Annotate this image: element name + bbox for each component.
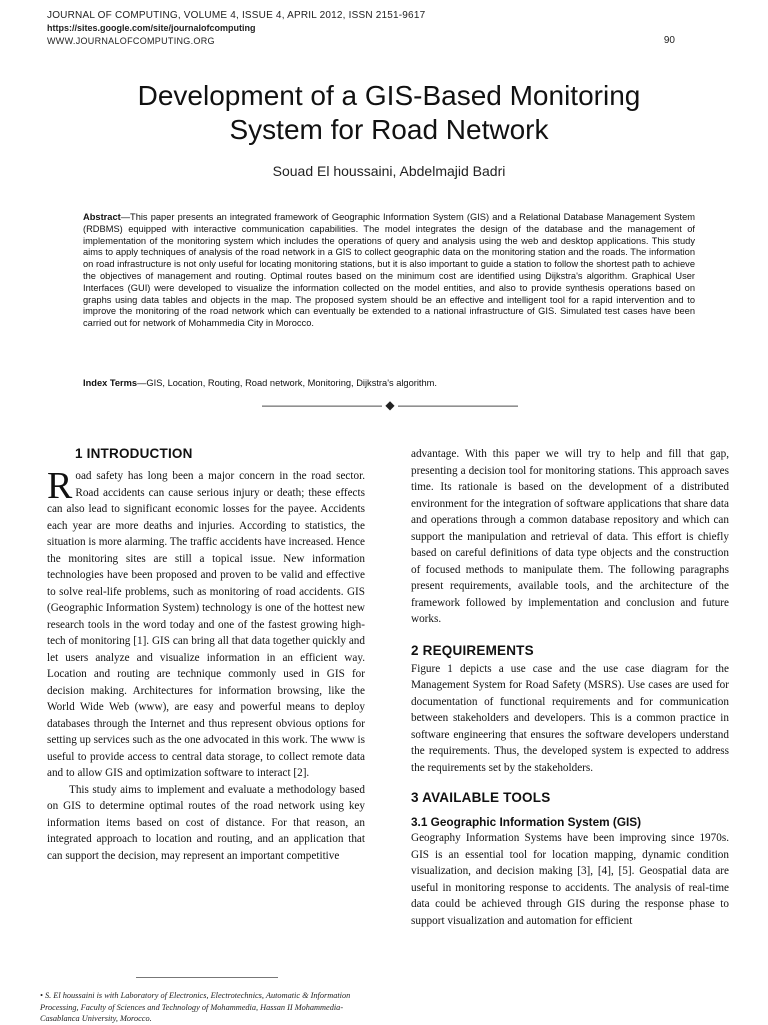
heading-requirements: 2 REQUIREMENTS xyxy=(411,642,534,658)
journal-website: WWW.JOURNALOFCOMPUTING.ORG xyxy=(47,36,215,46)
title-line-2: System for Road Network xyxy=(229,114,549,145)
index-terms xyxy=(83,378,695,388)
intro-paragraph-1-text: oad safety has long been a major concern in the road sector. Road accidents can cause serious injury or death; these effects can also lead to significant economic losses for the payee. Accidents each year are more deaths and injuries. According to statistics, the situation is more alarming. The traffic accidents have increased. Hence the monitoring sites are still a topical issue. New information technologies have been proposed and proven to be valid and effective to solve real-life problems, such as monitoring of road accidents. GIS (Geographic Information System) technology is one of the hottest new research tools in the word today and one of the fastest growing high-tech of monitoring [1]. GIS can bring all that data together quickly and let users analyze and visualize information in an efficient way. Location and routing are technique commonly used in GIS for decision making. Architectures for information browsing, like the World Wide Web (www), are easy and powerful means to deploy databases through the Internet and thus represent obvious options for setting up services such as the one advocated in this work. The www is useful to provide access to central data storage, to collect remote data and to allow GIS and optimization software to interact [2]. xyxy=(47,470,365,779)
index-terms-text: —GIS, Location, Routing, Road network, Monitoring, Dijkstra's algorithm. xyxy=(137,378,438,388)
section-divider: —————————— ◆ —————————— xyxy=(262,398,518,412)
authors: Souad El houssaini, Abdelmajid Badri xyxy=(272,163,506,179)
footnote-rule xyxy=(136,977,278,978)
right-column xyxy=(411,446,729,929)
journal-url: https://sites.google.com/site/journalofcomputing xyxy=(47,23,256,33)
heading-introduction: 1 INTRODUCTION xyxy=(75,446,193,461)
left-column xyxy=(47,446,365,864)
intro-paragraph-2: This study aims to implement and evaluate a methodology based on GIS to determine optimal routes of the road network using key information items based on cost of distance. For that reason, an integrated approach to location and routing, and an application that can support the decision, may represent an important competitive xyxy=(47,783,365,862)
abstract-label: Abstract xyxy=(83,212,121,222)
drop-cap: R xyxy=(47,465,73,507)
page-number: 90 xyxy=(663,35,675,46)
index-terms-label: Index Terms xyxy=(83,378,138,388)
journal-header: JOURNAL OF COMPUTING, VOLUME 4, ISSUE 4, APRIL 2012, ISSN 2151-9617 xyxy=(47,10,426,21)
paper-title xyxy=(60,79,718,147)
heading-gis: 3.1 Geographic Information System (GIS) xyxy=(411,815,642,829)
title-line-1: Development of a GIS-Based Monitoring xyxy=(137,80,641,111)
heading-available-tools: 3 AVAILABLE TOOLS xyxy=(411,790,551,805)
author-footnote: • S. El houssaini is with Laboratory of Electronics, Electrotechnics, Automatic & Information Processing, Faculty of Sciences and Technology of Mohammedia, Hassan II Mohammedia- Casablanca University, Morocco. xyxy=(40,991,351,1023)
abstract-text: —This paper presents an integrated framework of Geographic Information System (GIS) and a Relational Database Management System (RDBMS) equipped with interactive communication capabilities. The model integrates the design of the database and the management of implementation of the monitoring system which includes the operations of query and analysis using the web and desktop applications. This study aims to apply techniques of analysis of the road network in a GIS to collect geographic data on the monitoring station and the roads. The information on road infrastructure is not only useful for locating monitoring stations, but it is also important to guide a station to follow the shortest path to achieve the objectives of management and routing. Optimal routes based on the minimum cost are identified using Dijkstra's algorithm. Graphical User Interfaces (GUI) were developed to visualize the information collected on the model entities, and also to provide synthesis operations based on graphs using data tables and objects in the map. The proposed system should be an effective and intelligent tool for a rapid intervention and to improve the monitoring of the road network which can eventually be extended to a national infrastructure of GIS. Simulated test cases have been carried out for network of Mohammedia City in Morocco. xyxy=(83,212,695,329)
intro-paragraph-1 xyxy=(47,465,365,782)
abstract xyxy=(83,212,695,330)
requirements-paragraph: Figure 1 depicts a use case and the use case diagram for the Management System for Road Safety (MSRS). Use cases are used for documentation of functional requirements and for communication between stakeholders and developers. This is a common practice in software engineering that ensures the software developers understand the requirements. Thus, the developed system is expected to address the requirements set by the stakeholders. xyxy=(411,662,729,774)
intro-paragraph-2-continued: advantage. With this paper we will try to help and fill that gap, presenting a decision tool for monitoring stations. This approach saves time. Its rationale is based on the development of a distributed environment for the integration of software applications that share data and operations through a common database repository and which can support the manipulation and retrieval of data. This effort is chiefly based on careful definitions of data type objects and the construction of focused methods to manipulate them. The following paragraphs present requirements, available tools, and the architecture of the framework followed by implementation and conclusion and future works. xyxy=(411,448,729,625)
gis-paragraph: Geography Information Systems have been improving since 1970s. GIS is an essential tool for location mapping, dynamic condition visualization, and decision making [3], [4], [5]. Geospatial data are useful in monitoring response to accidents. The analysis of real-time data could be achieved through GIS during the response phase to support visualization and automation for efficient xyxy=(411,832,729,927)
